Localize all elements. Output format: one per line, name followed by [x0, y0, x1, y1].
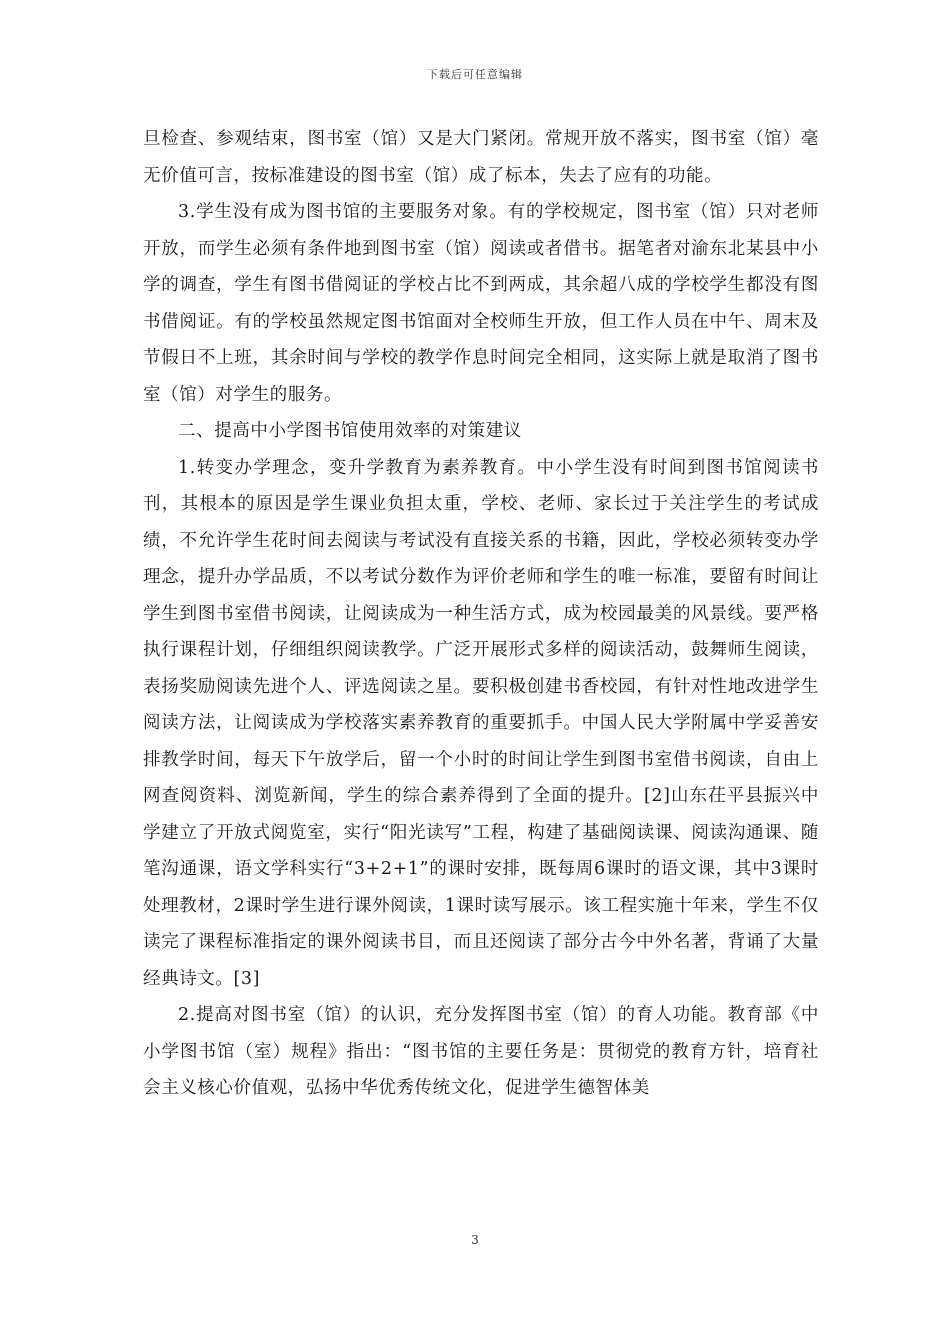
paragraph-continuation: 旦检查、参观结束，图书室（馆）又是大门紧闭。常规开放不落实，图书室（馆）毫无价值可言，按标准建设的图书室（馆）成了标本，失去了应有的功能。 [143, 129, 819, 186]
paragraph-point-3: 3.学生没有成为图书馆的主要服务对象。有的学校规定，图书室（馆）只对老师开放，而学生必须有条件地到图书室（馆）阅读或者借书。据笔者对渝东北某县中小学的调查，学生有图书借阅证的学校占比不到两成，其余超八成的学校学生都没有图书借阅证。有的学校虽然规定图书馆面对全校师生开放，但工作人员在中午、周末及节假日不上班，其余时间与学校的教学作息时间完全相同，这实际上就是取消了图书室（馆）对学生的服务。 [143, 202, 819, 405]
page-number: 3 [471, 1233, 479, 1247]
document-body [143, 121, 819, 1107]
section-heading-suggestions: 二、提高中小学图书馆使用效率的对策建议 [178, 421, 522, 441]
paragraph-suggestion-1: 1.转变办学理念，变升学教育为素养教育。中小学生没有时间到图书馆阅读书刊，其根本的原因是学生课业负担太重，学校、老师、家长过于关注学生的考试成绩，不允许学生花时间去阅读与考试没有直接关系的书籍，因此，学校必须转变办学理念，提升办学品质，不以考试分数作为评价老师和学生的唯一标准，要留有时间让学生到图书室借书阅读，让阅读成为一种生活方式，成为校园最美的风景线。要严格执行课程计划，仔细组织阅读教学。广泛开展形式多样的阅读活动，鼓舞师生阅读，表扬奖励阅读先进个人、评选阅读之星。要积极创建书香校园，有针对性地改进学生阅读方法，让阅读成为学校落实素养教育的重要抓手。中国人民大学附属中学妥善安排教学时间，每天下午放学后，留一个小时的时间让学生到图书室借书阅读，自由上网查阅资料、浏览新闻，学生的综合素养得到了全面的提升。[2]山东茌平县振兴中学建立了开放式阅览室，实行“阳光读写”工程，构建了基础阅读课、阅读沟通课、随笔沟通课，语文学科实行“3+2+1”的课时安排，既每周6课时的语文课，其中3课时处理教材，2课时学生进行课外阅读，1课时读写展示。该工程实施十年来，学生不仅读完了课程标准指定的课外阅读书目，而且还阅读了部分古今中外名著，背诵了大量经典诗文。[3] [143, 457, 819, 989]
page-header-note: 下载后可任意编辑 [427, 68, 523, 81]
paragraph-suggestion-2: 2.提高对图书室（馆）的认识，充分发挥图书室（馆）的育人功能。教育部《中小学图书馆（室）规程》指出：“图书馆的主要任务是：贯彻党的教育方针，培育社会主义核心价值观，弘扬中华优秀传统文化，促进学生德智体美 [143, 1005, 819, 1098]
